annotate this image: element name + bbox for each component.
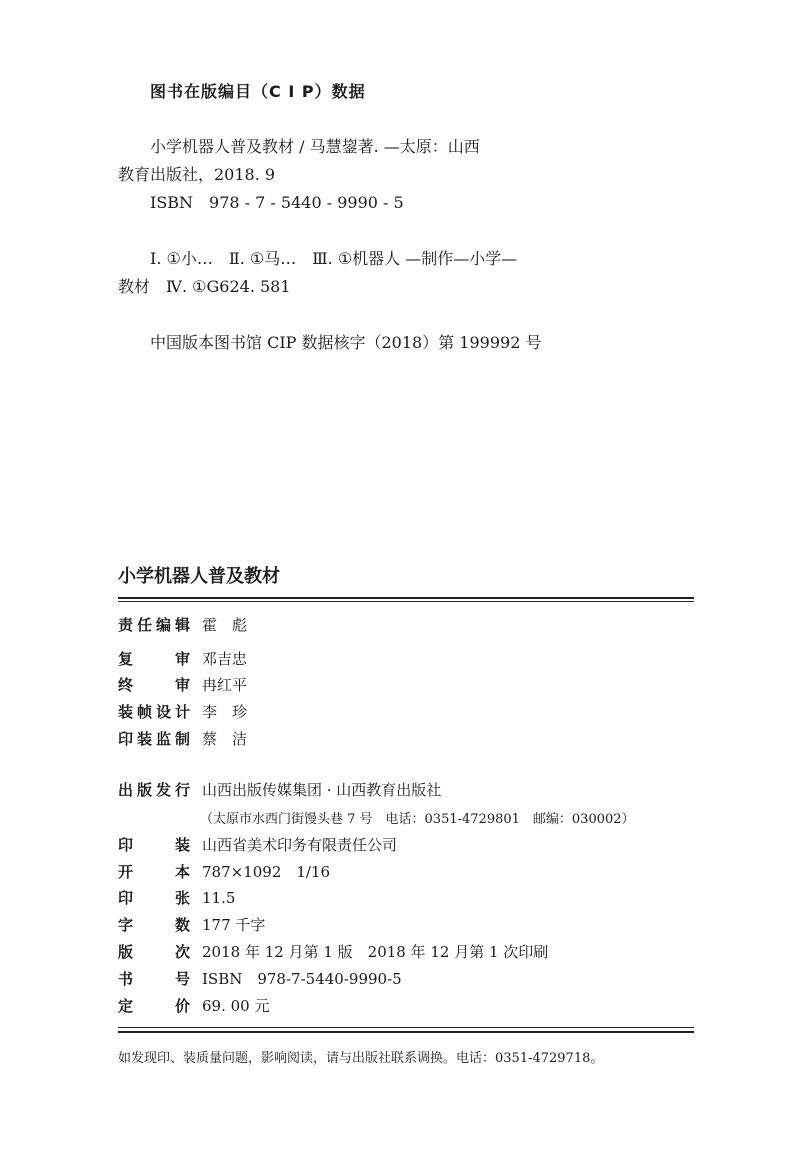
spec-value: ISBN 978-7-5440-9990-5 xyxy=(202,970,402,988)
publisher-address: （太原市水西门街馒头巷 7 号 电话：0351-4729801 邮编：030002） xyxy=(200,812,635,827)
publisher-row xyxy=(118,779,441,800)
cip-line-2: 教育出版社，2018. 9 xyxy=(118,165,276,184)
spec-label: 定价 xyxy=(118,997,190,1015)
cip-isbn: ISBN 978 - 7 - 5440 - 9990 - 5 xyxy=(150,193,404,212)
divider-top-thin xyxy=(118,601,694,602)
credit-value: 霍 彪 xyxy=(202,616,248,634)
spec-value: 11.5 xyxy=(202,889,236,907)
credit-label: 终审 xyxy=(118,676,190,694)
credit-row xyxy=(118,728,247,749)
spec-value: 2018 年 12 月第 1 版 2018 年 12 月第 1 次印刷 xyxy=(202,943,549,961)
spec-label: 印张 xyxy=(118,889,190,907)
spec-value: 山西省美术印务有限责任公司 xyxy=(202,836,398,854)
cip-classification-1: Ⅰ. ①小… Ⅱ. ①马… Ⅲ. ①机器人 —制作—小学— xyxy=(150,249,518,268)
quality-notice: 如发现印、装质量问题，影响阅读，请与出版社联系调换。电话：0351-4729718。 xyxy=(118,1051,604,1066)
spec-label: 字数 xyxy=(118,916,190,934)
credit-row xyxy=(118,701,247,722)
credit-row xyxy=(118,674,247,695)
spec-value: 69. 00 元 xyxy=(202,997,270,1015)
spec-value: 787×1092 1/16 xyxy=(202,863,331,881)
spec-row xyxy=(118,995,269,1016)
spec-label: 书号 xyxy=(118,970,190,988)
credit-value: 李 珍 xyxy=(202,703,248,721)
spec-row xyxy=(118,914,265,935)
spec-value: 177 千字 xyxy=(202,916,266,934)
spec-row xyxy=(118,834,397,855)
cip-line-1: 小学机器人普及教材 / 马慧鋆著. —太原：山西 xyxy=(150,137,480,156)
divider-bottom-thin xyxy=(118,1027,694,1028)
book-title: 小学机器人普及教材 xyxy=(118,566,280,587)
spec-row xyxy=(118,941,548,962)
credit-label: 印装监制 xyxy=(118,730,190,748)
credit-value: 邓吉忠 xyxy=(202,650,248,668)
spec-row xyxy=(118,861,330,882)
credit-label: 责任编辑 xyxy=(118,616,190,634)
credit-row xyxy=(118,614,247,635)
divider-bottom-thick xyxy=(118,1031,694,1033)
credit-row xyxy=(118,648,247,669)
cip-classification-2: 教材 Ⅳ. ①G624. 581 xyxy=(118,277,291,296)
spec-row xyxy=(118,887,235,908)
cip-record-number: 中国版本图书馆 CIP 数据核字（2018）第 199992 号 xyxy=(150,333,542,352)
divider-top-thick xyxy=(118,597,694,599)
spec-row xyxy=(118,968,402,989)
publisher-value: 山西出版传媒集团 · 山西教育出版社 xyxy=(202,781,442,799)
cip-title: 图书在版编目（C I P）数据 xyxy=(150,82,366,101)
credit-value: 冉红平 xyxy=(202,676,248,694)
credit-label: 装帧设计 xyxy=(118,703,190,721)
credit-value: 蔡 洁 xyxy=(202,730,248,748)
spec-label: 印装 xyxy=(118,836,190,854)
credit-label: 复审 xyxy=(118,650,190,668)
spec-label: 开本 xyxy=(118,863,190,881)
publisher-label: 出版发行 xyxy=(118,781,190,799)
spec-label: 版次 xyxy=(118,943,190,961)
